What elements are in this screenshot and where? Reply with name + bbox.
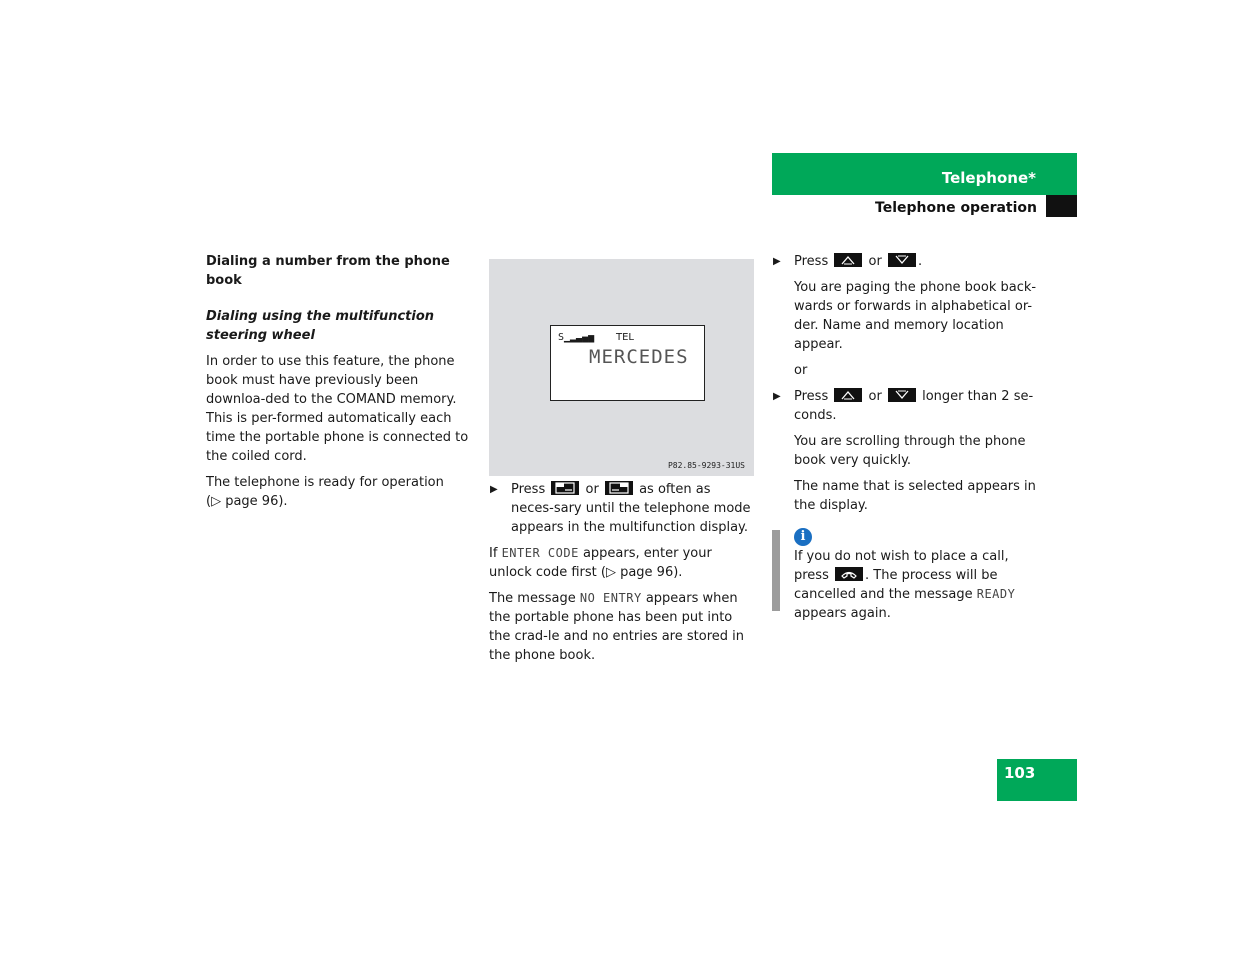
down-arrow-key-icon xyxy=(888,253,916,267)
info-icon: i xyxy=(794,528,812,546)
header-marker-block xyxy=(1046,195,1077,217)
paragraph-no-entry: The message NO ENTRY appears when the portable phone has been put into the crad-le and no entries are stored in the phone book. xyxy=(489,591,744,663)
display-illustration xyxy=(489,259,754,476)
ready-text: The telephone is ready for operation xyxy=(206,475,444,490)
section-title: Telephone* xyxy=(941,169,1036,187)
signal-strength-indicator: S▁▂▃▄▅ xyxy=(558,332,595,343)
paragraph-scrolling-result: You are scrolling through the phone book very quickly. xyxy=(794,434,1026,468)
display-contact-name: MERCEDES xyxy=(589,346,689,368)
step-scroll-fast: ▶ Press or longer than 2 se-conds. xyxy=(773,389,1034,423)
display-next-key-icon xyxy=(551,481,579,495)
paragraph-enter-code: If ENTER CODE appears, enter your unlock code first (▷ page 96). xyxy=(489,546,712,580)
paragraph-ready xyxy=(206,473,474,511)
code-ready: READY xyxy=(976,587,1016,601)
page-reference: (▷ page 96). xyxy=(206,494,288,509)
column-middle xyxy=(489,259,755,672)
down-arrow-key-icon xyxy=(888,388,916,402)
paragraph-paging-result: You are paging the phone book back-wards or forwards in alphabetical or-der. Name and memory location appear. xyxy=(794,280,1037,352)
step-page-phone-book: ▶ Press or . xyxy=(773,254,923,269)
triangle-bullet-icon: ▶ xyxy=(773,391,781,402)
paragraph-selected-name: The name that is selected appears in the display. xyxy=(794,479,1036,513)
or-separator: or xyxy=(794,363,808,378)
triangle-bullet-icon: ▶ xyxy=(773,256,781,267)
code-no-entry: NO ENTRY xyxy=(579,591,642,605)
subheading-steering-wheel: Dialing using the multifunction steering wheel xyxy=(206,309,435,343)
paragraph-download-info: In order to use this feature, the phone book must have previously been downloa-ded to the COMAND memory. This is per-formed automatically each time the portable phone is connected to the coiled cord. xyxy=(206,354,469,464)
heading-dialing-phone-book: Dialing a number from the phone book xyxy=(206,254,450,288)
figure-code: P82.85-9293-31US xyxy=(667,461,745,470)
up-arrow-key-icon xyxy=(834,388,862,402)
column-right xyxy=(772,252,1042,623)
info-note xyxy=(772,527,1042,623)
display-mode-label: TEL xyxy=(616,332,634,343)
info-note-text: If you do not wish to place a call, press . The process will be cancelled and the message READY appears again. xyxy=(794,549,1016,621)
page-number: 103 xyxy=(1004,764,1036,782)
triangle-bullet-icon: ▶ xyxy=(490,484,498,495)
end-call-key-icon xyxy=(835,567,863,581)
info-note-bar xyxy=(772,530,780,611)
up-arrow-key-icon xyxy=(834,253,862,267)
step-select-telephone-mode: ▶ Press or as often as neces-sary until the telephone mode appears in the multifunction display. xyxy=(490,482,751,535)
column-left xyxy=(206,252,474,518)
multifunction-display xyxy=(550,325,705,401)
display-prev-key-icon xyxy=(605,481,633,495)
subsection-title: Telephone operation xyxy=(875,200,1037,216)
code-enter-code: ENTER CODE xyxy=(501,546,579,560)
